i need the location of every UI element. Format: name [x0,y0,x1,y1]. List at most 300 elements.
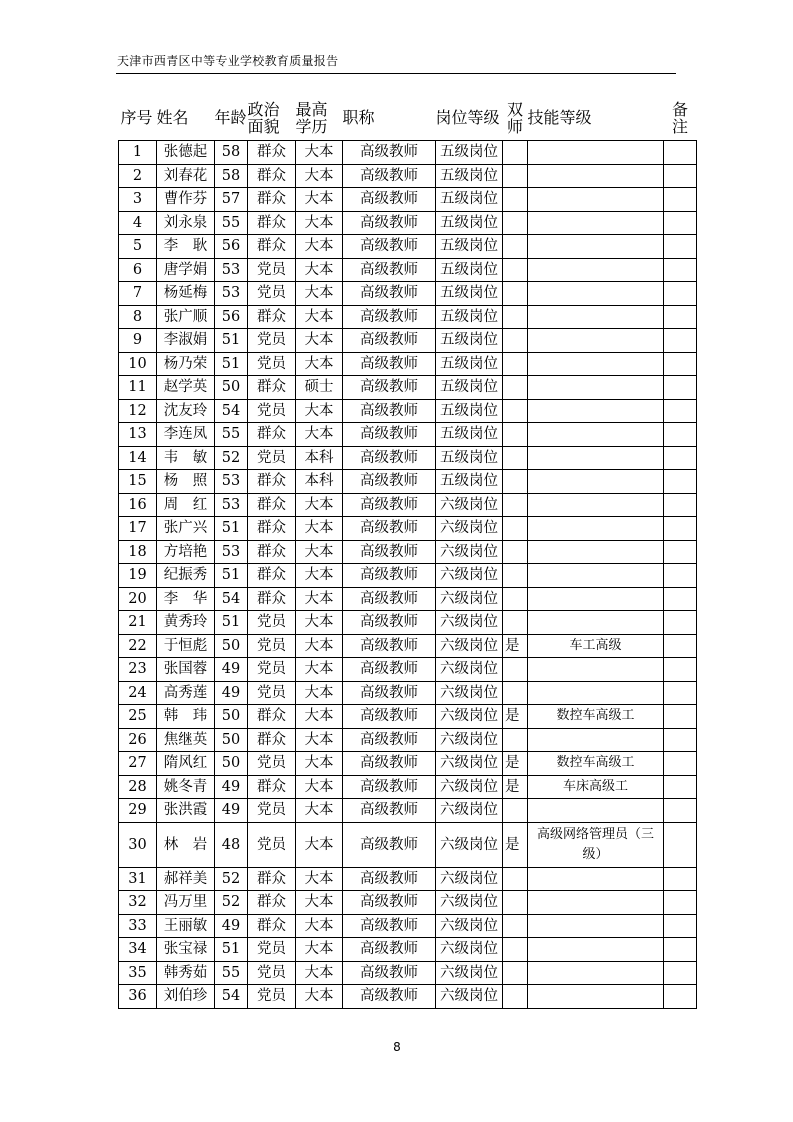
cell-skill-level [528,891,664,915]
cell-skill-level [528,728,664,752]
cell-education: 大本 [296,658,343,682]
cell-age: 56 [215,305,248,329]
cell-index: 5 [119,235,157,259]
cell-remarks [664,681,697,705]
cell-title: 高级教师 [343,305,436,329]
cell-dual-teacher [503,164,528,188]
cell-post-level: 五级岗位 [436,164,503,188]
cell-skill-level [528,540,664,564]
cell-name: 杨乃荣 [157,352,215,376]
table-header-row [119,95,697,141]
cell-title: 高级教师 [343,961,436,985]
cell-dual-teacher [503,305,528,329]
table-row [119,938,697,962]
cell-political-status: 党员 [248,634,296,658]
table-row [119,352,697,376]
cell-political-status: 党员 [248,329,296,353]
cell-education: 大本 [296,517,343,541]
cell-age: 55 [215,961,248,985]
cell-education: 大本 [296,188,343,212]
cell-index: 4 [119,211,157,235]
cell-education: 大本 [296,961,343,985]
cell-education: 大本 [296,914,343,938]
cell-remarks [664,423,697,447]
cell-dual-teacher [503,938,528,962]
cell-post-level: 五级岗位 [436,399,503,423]
table-row [119,329,697,353]
cell-title: 高级教师 [343,611,436,635]
cell-index: 10 [119,352,157,376]
cell-education: 大本 [296,211,343,235]
cell-title: 高级教师 [343,914,436,938]
cell-post-level: 五级岗位 [436,352,503,376]
cell-dual-teacher [503,540,528,564]
cell-dual-teacher [503,985,528,1009]
cell-post-level: 五级岗位 [436,258,503,282]
cell-age: 51 [215,352,248,376]
cell-name: 隋风红 [157,752,215,776]
cell-title: 高级教师 [343,376,436,400]
cell-index: 1 [119,141,157,165]
cell-post-level: 五级岗位 [436,376,503,400]
cell-education: 大本 [296,799,343,823]
table-row [119,211,697,235]
cell-post-level: 五级岗位 [436,470,503,494]
cell-remarks [664,985,697,1009]
cell-title: 高级教师 [343,517,436,541]
cell-title: 高级教师 [343,728,436,752]
cell-education: 大本 [296,705,343,729]
cell-remarks [664,164,697,188]
cell-political-status: 群众 [248,493,296,517]
col-header-dual-teacher-line1: 双 [506,99,523,119]
cell-skill-level [528,799,664,823]
cell-name: 张广顺 [157,305,215,329]
cell-political-status: 党员 [248,799,296,823]
cell-name: 黄秀玲 [157,611,215,635]
table-row [119,258,697,282]
cell-title: 高级教师 [343,446,436,470]
cell-post-level: 六级岗位 [436,681,503,705]
table-row [119,775,697,799]
cell-post-level: 六级岗位 [436,705,503,729]
cell-age: 49 [215,681,248,705]
cell-index: 9 [119,329,157,353]
table-row [119,867,697,891]
cell-political-status: 群众 [248,376,296,400]
cell-title: 高级教师 [343,658,436,682]
cell-index: 20 [119,587,157,611]
cell-skill-level [528,914,664,938]
cell-age: 56 [215,235,248,259]
cell-political-status: 群众 [248,211,296,235]
cell-skill-level [528,188,664,212]
cell-skill-level [528,258,664,282]
col-header-political-status-line1: 政治 [247,99,280,119]
col-header-political-status [248,95,296,141]
cell-education: 大本 [296,423,343,447]
cell-name: 方培艳 [157,540,215,564]
cell-post-level: 六级岗位 [436,587,503,611]
table-row [119,235,697,259]
cell-title: 高级教师 [343,891,436,915]
cell-dual-teacher [503,493,528,517]
cell-index: 13 [119,423,157,447]
cell-post-level: 六级岗位 [436,985,503,1009]
cell-post-level: 五级岗位 [436,282,503,306]
cell-age: 52 [215,891,248,915]
col-header-remarks-line2: 注 [671,116,688,136]
cell-age: 51 [215,564,248,588]
cell-post-level: 五级岗位 [436,446,503,470]
cell-name: 郝祥美 [157,867,215,891]
cell-age: 58 [215,164,248,188]
cell-title: 高级教师 [343,399,436,423]
cell-political-status: 党员 [248,658,296,682]
cell-skill-level [528,376,664,400]
cell-political-status: 党员 [248,681,296,705]
cell-skill-level [528,399,664,423]
cell-political-status: 群众 [248,517,296,541]
cell-political-status: 党员 [248,985,296,1009]
cell-age: 52 [215,867,248,891]
cell-post-level: 六级岗位 [436,822,503,867]
table-row [119,564,697,588]
cell-title: 高级教师 [343,564,436,588]
table-row [119,282,697,306]
cell-remarks [664,376,697,400]
cell-name: 高秀莲 [157,681,215,705]
cell-title: 高级教师 [343,985,436,1009]
cell-dual-teacher [503,141,528,165]
cell-age: 53 [215,493,248,517]
cell-post-level: 六级岗位 [436,564,503,588]
cell-title: 高级教师 [343,164,436,188]
cell-age: 50 [215,728,248,752]
cell-political-status: 群众 [248,188,296,212]
cell-remarks [664,235,697,259]
cell-age: 58 [215,141,248,165]
cell-name: 林 岩 [157,822,215,867]
table-row [119,914,697,938]
cell-post-level: 六级岗位 [436,611,503,635]
cell-index: 17 [119,517,157,541]
cell-remarks [664,587,697,611]
cell-remarks [664,728,697,752]
cell-dual-teacher [503,211,528,235]
table-row [119,399,697,423]
cell-dual-teacher [503,188,528,212]
cell-post-level: 六级岗位 [436,493,503,517]
cell-remarks [664,517,697,541]
cell-age: 50 [215,376,248,400]
cell-post-level: 六级岗位 [436,540,503,564]
cell-education: 大本 [296,867,343,891]
cell-political-status: 群众 [248,141,296,165]
col-header-skill-level: 技能等级 [527,108,592,127]
cell-index: 27 [119,752,157,776]
cell-title: 高级教师 [343,822,436,867]
table-row [119,188,697,212]
cell-post-level: 六级岗位 [436,891,503,915]
cell-title: 高级教师 [343,867,436,891]
cell-dual-teacher [503,352,528,376]
cell-dual-teacher [503,329,528,353]
cell-post-level: 六级岗位 [436,961,503,985]
cell-political-status: 群众 [248,728,296,752]
cell-dual-teacher: 是 [503,705,528,729]
cell-dual-teacher [503,587,528,611]
cell-skill-level: 车床高级工 [528,775,664,799]
cell-dual-teacher [503,399,528,423]
cell-remarks [664,961,697,985]
cell-dual-teacher [503,867,528,891]
cell-age: 54 [215,985,248,1009]
cell-post-level: 五级岗位 [436,141,503,165]
cell-name: 焦继英 [157,728,215,752]
cell-name: 李 华 [157,587,215,611]
cell-age: 55 [215,211,248,235]
cell-name: 杨延梅 [157,282,215,306]
cell-remarks [664,938,697,962]
table-row [119,728,697,752]
cell-title: 高级教师 [343,211,436,235]
cell-remarks [664,305,697,329]
cell-skill-level [528,611,664,635]
cell-name: 冯万里 [157,891,215,915]
cell-skill-level [528,141,664,165]
cell-skill-level [528,985,664,1009]
cell-post-level: 五级岗位 [436,211,503,235]
cell-age: 49 [215,799,248,823]
cell-remarks [664,658,697,682]
cell-dual-teacher [503,258,528,282]
cell-education: 大本 [296,891,343,915]
cell-post-level: 六级岗位 [436,799,503,823]
cell-political-status: 群众 [248,164,296,188]
cell-name: 唐学娟 [157,258,215,282]
col-header-name: 姓名 [156,108,189,127]
cell-skill-level: 车工高级 [528,634,664,658]
cell-index: 6 [119,258,157,282]
cell-index: 26 [119,728,157,752]
cell-remarks [664,470,697,494]
cell-skill-level [528,446,664,470]
table-body [119,141,697,1009]
cell-title: 高级教师 [343,282,436,306]
table-row [119,822,697,867]
cell-name: 杨 照 [157,470,215,494]
cell-dual-teacher [503,282,528,306]
cell-skill-level [528,681,664,705]
table-row [119,446,697,470]
cell-political-status: 群众 [248,705,296,729]
cell-remarks [664,914,697,938]
cell-index: 12 [119,399,157,423]
cell-education: 大本 [296,752,343,776]
cell-dual-teacher [503,423,528,447]
header-divider [116,73,676,74]
cell-age: 50 [215,705,248,729]
cell-skill-level [528,517,664,541]
cell-political-status: 党员 [248,258,296,282]
cell-name: 韦 敏 [157,446,215,470]
cell-name: 韩 玮 [157,705,215,729]
col-header-post-level: 岗位等级 [435,108,500,127]
cell-remarks [664,564,697,588]
cell-dual-teacher [503,235,528,259]
cell-political-status: 党员 [248,446,296,470]
cell-post-level: 六级岗位 [436,775,503,799]
col-header-dual-teacher-line2: 师 [506,116,523,136]
cell-title: 高级教师 [343,352,436,376]
cell-dual-teacher [503,658,528,682]
col-header-political-status-line2: 面貌 [247,116,280,136]
cell-education: 大本 [296,282,343,306]
cell-remarks [664,775,697,799]
cell-remarks [664,540,697,564]
cell-political-status: 群众 [248,587,296,611]
cell-age: 49 [215,914,248,938]
table-row [119,164,697,188]
cell-education: 大本 [296,164,343,188]
cell-name: 李 耿 [157,235,215,259]
cell-education: 本科 [296,470,343,494]
cell-political-status: 党员 [248,611,296,635]
cell-skill-level [528,211,664,235]
cell-index: 28 [119,775,157,799]
cell-age: 51 [215,329,248,353]
table-row [119,799,697,823]
cell-name: 刘春花 [157,164,215,188]
cell-education: 大本 [296,399,343,423]
cell-political-status: 党员 [248,822,296,867]
cell-age: 51 [215,517,248,541]
cell-education: 大本 [296,329,343,353]
table-row [119,517,697,541]
cell-education: 大本 [296,681,343,705]
col-header-remarks-line1: 备 [671,99,688,119]
cell-name: 周 红 [157,493,215,517]
cell-index: 8 [119,305,157,329]
cell-name: 李淑娟 [157,329,215,353]
col-header-age: 年龄 [214,108,247,127]
cell-political-status: 党员 [248,352,296,376]
cell-index: 19 [119,564,157,588]
cell-remarks [664,867,697,891]
cell-title: 高级教师 [343,423,436,447]
cell-title: 高级教师 [343,752,436,776]
cell-post-level: 五级岗位 [436,188,503,212]
cell-age: 51 [215,938,248,962]
cell-post-level: 五级岗位 [436,329,503,353]
cell-remarks [664,329,697,353]
cell-index: 30 [119,822,157,867]
cell-remarks [664,799,697,823]
cell-index: 35 [119,961,157,985]
cell-post-level: 五级岗位 [436,305,503,329]
cell-title: 高级教师 [343,681,436,705]
table-row [119,658,697,682]
cell-name: 于恒彪 [157,634,215,658]
cell-remarks [664,891,697,915]
cell-title: 高级教师 [343,329,436,353]
cell-index: 33 [119,914,157,938]
cell-remarks [664,611,697,635]
page-header-title: 天津市西青区中等专业学校教育质量报告 [117,54,339,68]
cell-education: 大本 [296,540,343,564]
cell-title: 高级教师 [343,634,436,658]
cell-title: 高级教师 [343,235,436,259]
col-header-education [296,95,343,141]
cell-education: 大本 [296,493,343,517]
cell-education: 大本 [296,611,343,635]
cell-index: 11 [119,376,157,400]
cell-political-status: 群众 [248,235,296,259]
cell-skill-level [528,564,664,588]
cell-remarks [664,705,697,729]
table-row [119,985,697,1009]
cell-age: 51 [215,611,248,635]
table-row [119,634,697,658]
cell-political-status: 群众 [248,423,296,447]
table-row [119,961,697,985]
cell-age: 50 [215,634,248,658]
cell-education: 大本 [296,985,343,1009]
cell-education: 大本 [296,587,343,611]
cell-education: 大本 [296,728,343,752]
cell-age: 53 [215,258,248,282]
cell-post-level: 五级岗位 [436,423,503,447]
cell-education: 大本 [296,235,343,259]
cell-skill-level [528,423,664,447]
cell-index: 22 [119,634,157,658]
cell-index: 36 [119,985,157,1009]
cell-dual-teacher [503,891,528,915]
cell-remarks [664,141,697,165]
cell-political-status: 党员 [248,752,296,776]
cell-age: 52 [215,446,248,470]
cell-skill-level [528,470,664,494]
cell-title: 高级教师 [343,540,436,564]
cell-political-status: 群众 [248,914,296,938]
cell-dual-teacher [503,961,528,985]
cell-political-status: 党员 [248,282,296,306]
cell-political-status: 群众 [248,305,296,329]
cell-post-level: 六级岗位 [436,938,503,962]
cell-dual-teacher [503,681,528,705]
cell-post-level: 五级岗位 [436,235,503,259]
cell-name: 王丽敏 [157,914,215,938]
cell-education: 大本 [296,634,343,658]
cell-title: 高级教师 [343,188,436,212]
cell-name: 姚冬青 [157,775,215,799]
cell-name: 刘永泉 [157,211,215,235]
cell-remarks [664,352,697,376]
cell-name: 李连凤 [157,423,215,447]
cell-index: 31 [119,867,157,891]
cell-political-status: 党员 [248,938,296,962]
cell-name: 赵学英 [157,376,215,400]
cell-age: 53 [215,470,248,494]
table-row [119,705,697,729]
cell-index: 3 [119,188,157,212]
cell-index: 14 [119,446,157,470]
cell-remarks [664,822,697,867]
cell-education: 大本 [296,938,343,962]
cell-name: 张德起 [157,141,215,165]
table-row [119,376,697,400]
